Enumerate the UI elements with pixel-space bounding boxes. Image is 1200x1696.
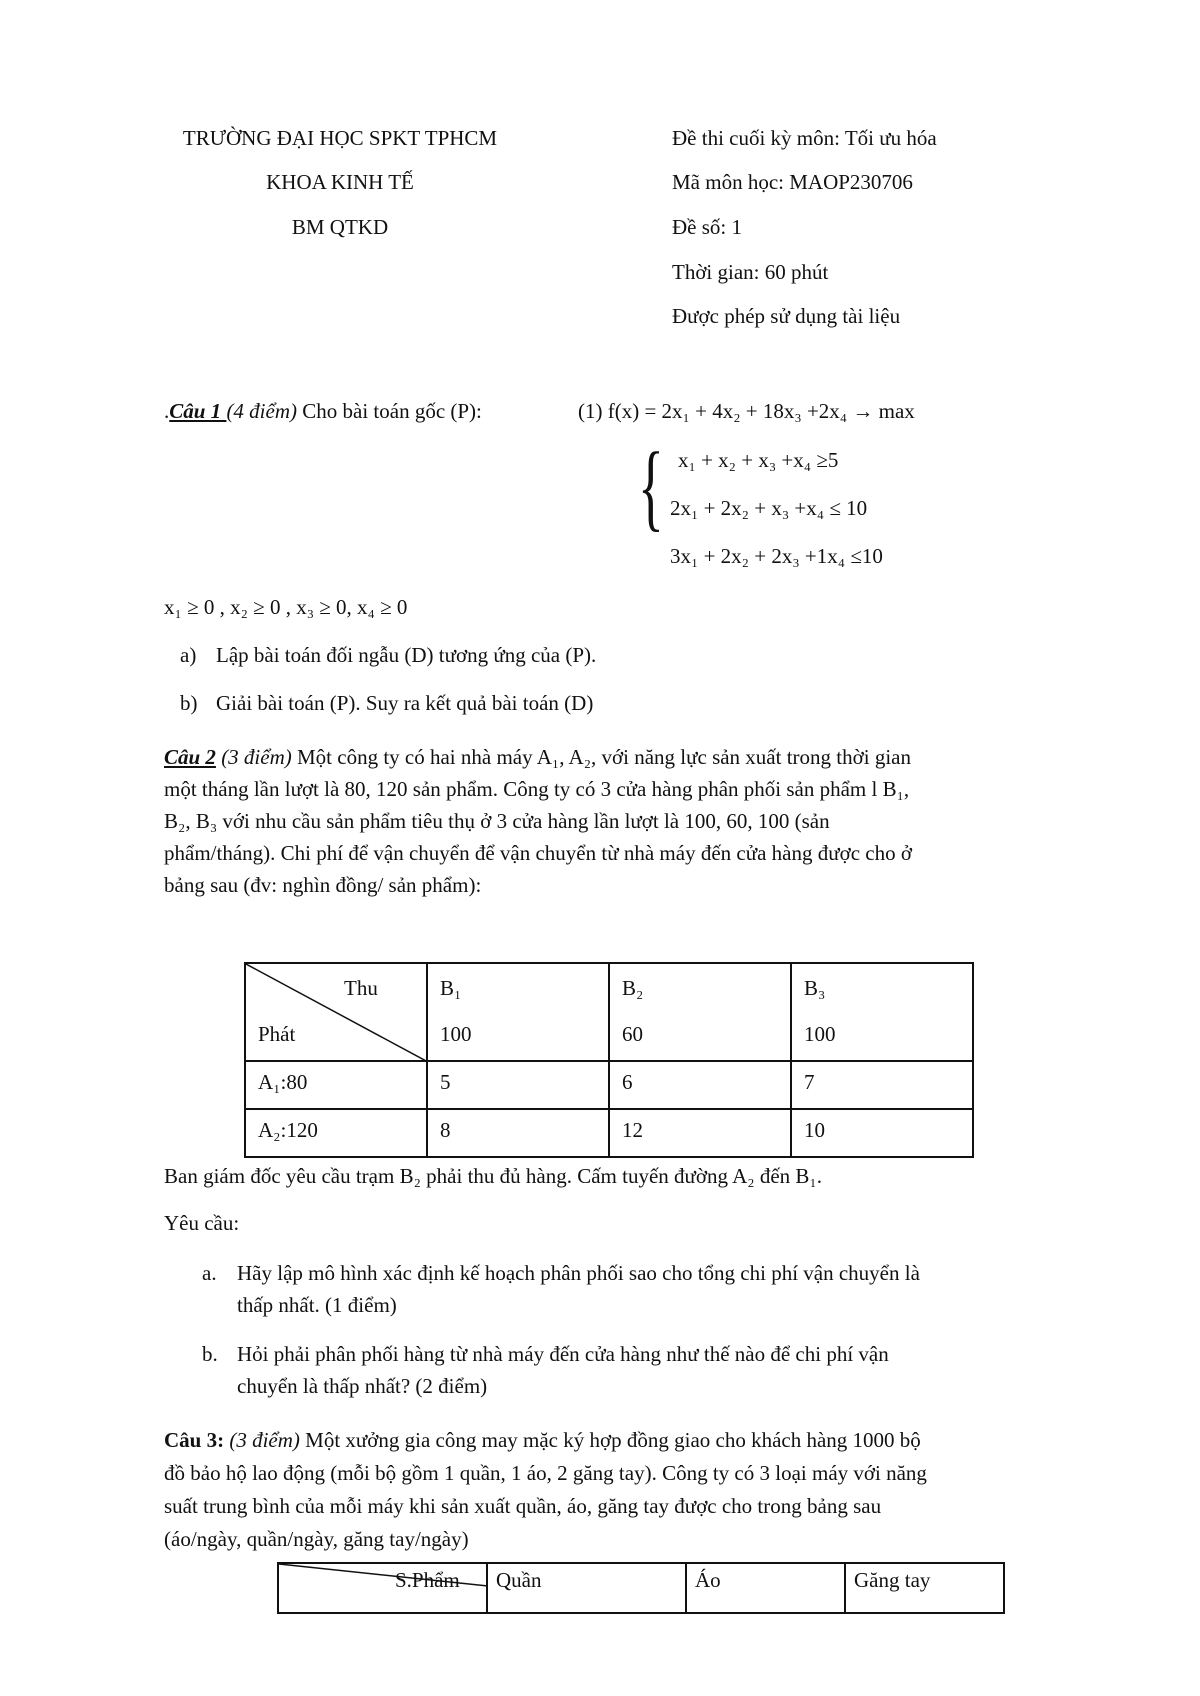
col-shirt-label: Áo: [695, 1568, 721, 1592]
constraint-brace: {: [638, 433, 664, 541]
col-header-b2: [609, 963, 791, 1061]
cost-a1-b3: 7: [804, 1070, 815, 1094]
table-row: [245, 1061, 973, 1109]
diagonal-line: [246, 964, 428, 1062]
col-header-shirt: [686, 1563, 845, 1613]
row-label-cell: [245, 1061, 427, 1109]
col-b2-demand: 60: [622, 1022, 643, 1046]
q2-line-5: bảng sau (đv: nghìn đồng/ sản phẩm):: [164, 873, 482, 897]
exam-duration: Thời gian: 60 phút: [672, 260, 829, 284]
materials-allowed: Được phép sử dụng tài liệu: [672, 304, 901, 328]
q1-nonnegativity: x₁ ≥ 0 , x₂ ≥ 0 , x₃ ≥ 0, x₄ ≥ 0: [164, 595, 408, 619]
cost-cell: [609, 1109, 791, 1157]
q1-objective: (1) f(x) = 2x₁ + 4x₂ + 18x₃ +2x₄ → max: [578, 399, 915, 423]
machine-productivity-table: [277, 1562, 1005, 1614]
exam-subject: Đề thi cuối kỳ môn: Tối ưu hóa: [672, 126, 937, 150]
q3-line-1: Một xưởng gia công may mặc ký hợp đồng giao cho khách hàng 1000 bộ: [305, 1428, 921, 1452]
q1-constraint-3: 3x₁ + 2x₂ + 2x₃ +1x₄ ≤10: [670, 544, 883, 568]
cost-a2-b1: 8: [440, 1118, 451, 1142]
q1-heading: [164, 401, 482, 422]
cost-cell: [609, 1061, 791, 1109]
col-header-b1: [427, 963, 609, 1061]
col-b1-name: B₁: [440, 976, 462, 1000]
col-header-b3: [791, 963, 973, 1061]
q2-title: Câu 2: [164, 745, 216, 769]
cost-cell: [427, 1061, 609, 1109]
q2-item-a-marker: a.: [202, 1261, 217, 1285]
q3-line-2: đồ bảo hộ lao động (mỗi bộ gồm 1 quần, 1 áo, 2 găng tay). Công ty có 3 loại máy với năng: [164, 1461, 927, 1485]
q1-constraint-2: 2x₁ + 2x₂ + x₃ +x₄ ≤ 10: [670, 496, 868, 520]
row-label-cell: [245, 1109, 427, 1157]
col-b3-demand: 100: [804, 1022, 836, 1046]
q1-item-b: [180, 691, 594, 715]
col-b2-name: B₂: [622, 976, 644, 1000]
corner-cell: [278, 1563, 487, 1613]
q2-item-a-line-1: Hãy lập mô hình xác định kế hoạch phân phối sao cho tổng chi phí vận chuyển là: [237, 1261, 920, 1285]
q2-line-1: Một công ty có hai nhà máy A₁, A₂, với năng lực sản xuất trong thời gian: [297, 745, 911, 769]
corner-cell: [245, 963, 427, 1061]
q3-title: Câu 3:: [164, 1428, 225, 1452]
q1-item-b-text: Giải bài toán (P). Suy ra kết quả bài toán (D): [216, 691, 594, 715]
q2-item-b-line-1: Hỏi phải phân phối hàng từ nhà máy đến cửa hàng như thế nào để chi phí vận: [237, 1342, 889, 1366]
table-row: [245, 963, 973, 1061]
school-name: TRƯỜNG ĐẠI HỌC SPKT TPHCM: [182, 126, 498, 150]
q2-requirement-label: Yêu cầu:: [164, 1211, 240, 1235]
corner-receive-label: Thu: [344, 976, 378, 1000]
q2-item-b-marker: b.: [202, 1342, 218, 1366]
q1-item-a-text: Lập bài toán đối ngẫu (D) tương ứng của (P).: [216, 643, 597, 667]
q1-constraint-1: x₁ + x₂ + x₃ +x₄ ≥5: [678, 448, 839, 472]
cost-a1-b1: 5: [440, 1070, 451, 1094]
col-b1-demand: 100: [440, 1022, 472, 1046]
q1-item-a: [180, 643, 597, 667]
q3-line-3: suất trung bình của mỗi máy khi sản xuất quần, áo, găng tay được cho trong bảng sau: [164, 1494, 882, 1518]
q2-item-a-line-2: thấp nhất. (1 điểm): [237, 1293, 397, 1317]
course-code: Mã môn học: MAOP230706: [672, 170, 913, 194]
q3-line-4: (áo/ngày, quần/ngày, găng tay/ngày): [164, 1527, 469, 1551]
col-b3-name: B₃: [804, 976, 826, 1000]
corner-send-label: Phát: [258, 1022, 296, 1046]
cost-cell: [791, 1109, 973, 1157]
faculty-name: KHOA KINH TẾ: [266, 170, 414, 194]
row-a2-label: A₂:120: [258, 1118, 318, 1142]
transport-cost-table: [244, 962, 974, 1158]
table-row: [278, 1563, 1004, 1613]
q2-line-3: B₂, B₃ với nhu cầu sản phẩm tiêu thụ ở 3 cửa hàng lần lượt là 100, 60, 100 (sản: [164, 809, 830, 833]
q1-prefix: .: [164, 399, 170, 423]
col-gloves-label: Găng tay: [854, 1568, 931, 1592]
corner-product-label: S.Phẩm: [395, 1568, 460, 1592]
col-header-pants: [487, 1563, 686, 1613]
cost-cell: [791, 1061, 973, 1109]
col-header-gloves: [845, 1563, 1004, 1613]
q2-line-4: phẩm/tháng). Chi phí để vận chuyển để vận chuyển từ nhà máy đến cửa hàng được cho ở: [164, 841, 912, 865]
cost-a1-b2: 6: [622, 1070, 633, 1094]
cost-a2-b2: 12: [622, 1118, 643, 1142]
exam-number: Đề số: 1: [672, 215, 742, 239]
q1-points: (4 điểm): [226, 399, 297, 423]
q1-item-a-marker: a): [180, 643, 197, 667]
q1-title: Câu 1: [169, 399, 227, 423]
col-pants-label: Quần: [496, 1568, 542, 1592]
q3-points: (3 điểm): [229, 1428, 300, 1452]
table-row: [245, 1109, 973, 1157]
q2-points: (3 điểm): [221, 745, 292, 769]
q2-line-2: một tháng lần lượt là 80, 120 sản phẩm. Công ty có 3 cửa hàng phân phối sản phẩm l B₁,: [164, 777, 910, 801]
cost-cell: [427, 1109, 609, 1157]
q2-constraint-note: Ban giám đốc yêu cầu trạm B₂ phải thu đủ hàng. Cấm tuyến đường A₂ đến B₁.: [164, 1164, 823, 1188]
q2-item-b-line-2: chuyển là thấp nhất? (2 điểm): [237, 1374, 488, 1398]
row-a1-label: A₁:80: [258, 1070, 308, 1094]
q1-item-b-marker: b): [180, 691, 198, 715]
q1-intro: Cho bài toán gốc (P):: [302, 399, 482, 423]
cost-a2-b3: 10: [804, 1118, 825, 1142]
department-name: BM QTKD: [291, 215, 389, 239]
